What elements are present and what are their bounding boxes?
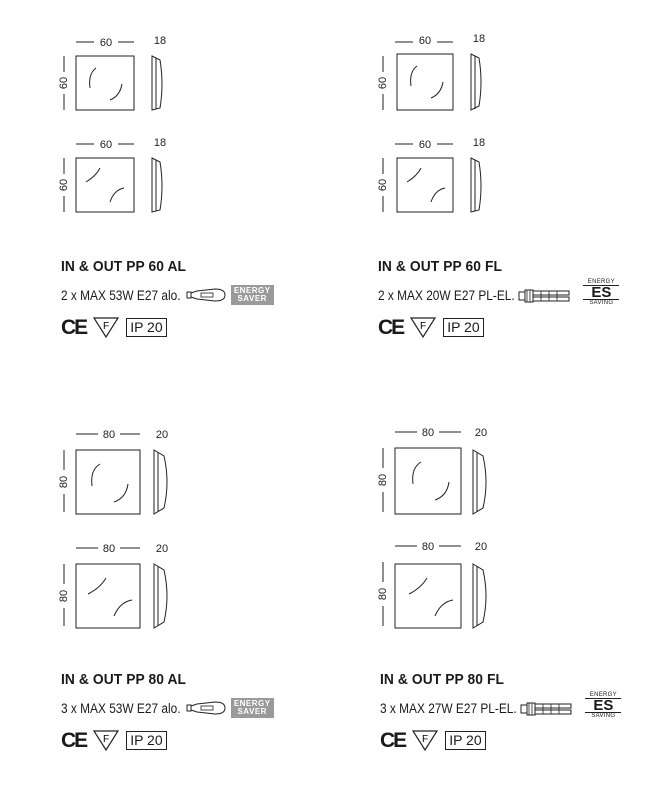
badge-line: ENERGY xyxy=(233,699,271,708)
width-label: 60 xyxy=(418,139,432,151)
product-title: IN & OUT PP 80 FL xyxy=(380,671,504,688)
halogen-bulb-icon xyxy=(185,698,227,718)
fluorescent-bulb-icon xyxy=(517,286,577,306)
f-mark-label: F xyxy=(103,734,110,745)
side-view xyxy=(154,429,168,514)
spec-row xyxy=(61,698,274,718)
front-view xyxy=(377,35,453,110)
product-pp60fl xyxy=(369,30,669,390)
spec-row xyxy=(378,279,619,306)
f-triangle-icon xyxy=(409,316,437,338)
badge-es-mark: ES xyxy=(585,698,621,713)
energy-saver-badge xyxy=(231,285,274,305)
side-view xyxy=(152,35,166,110)
lamp-spec: 2 x MAX 20W E27 PL-EL. xyxy=(378,288,515,303)
front-view xyxy=(58,543,140,628)
product-pp80fl xyxy=(371,422,671,782)
side-view xyxy=(471,33,485,110)
ip-rating: IP 20 xyxy=(445,731,485,750)
product-title: IN & OUT PP 80 AL xyxy=(61,671,187,688)
side-view xyxy=(154,543,168,628)
width-label: 80 xyxy=(421,427,435,439)
product-title: IN & OUT PP 60 AL xyxy=(61,258,187,275)
width-label: 80 xyxy=(421,541,435,553)
width-label: 60 xyxy=(99,139,113,151)
height-label: 80 xyxy=(377,473,389,487)
f-mark-label: F xyxy=(103,321,110,332)
fluorescent-bulb-icon xyxy=(519,699,579,719)
lamp-spec: 2 x MAX 53W E27 alo. xyxy=(61,287,181,303)
side-view xyxy=(471,137,485,212)
product-pp80al xyxy=(52,424,352,784)
technical-drawing xyxy=(52,424,272,644)
f-mark-label: F xyxy=(422,734,429,745)
front-view xyxy=(377,427,461,514)
front-view xyxy=(58,139,134,212)
height-label: 80 xyxy=(58,589,70,603)
certifications xyxy=(380,729,486,751)
badge-line: SAVING xyxy=(589,300,614,306)
product-pp60al xyxy=(52,30,352,390)
technical-drawing xyxy=(52,30,252,230)
ce-mark: CE xyxy=(61,728,87,752)
energy-saver-badge xyxy=(231,698,274,718)
depth-label: 18 xyxy=(472,33,486,45)
halogen-bulb-icon xyxy=(185,285,227,305)
width-label: 60 xyxy=(99,37,113,49)
height-label: 80 xyxy=(377,587,389,601)
width-label: 60 xyxy=(418,35,432,47)
front-view xyxy=(377,541,461,628)
width-label: 80 xyxy=(102,543,116,555)
front-view xyxy=(58,37,134,110)
certifications xyxy=(61,316,167,338)
depth-label: 20 xyxy=(155,543,169,555)
energy-saving-badge xyxy=(583,279,619,306)
product-title: IN & OUT PP 60 FL xyxy=(378,258,502,275)
depth-label: 18 xyxy=(153,137,167,149)
front-view xyxy=(377,139,453,212)
f-mark-label: F xyxy=(420,321,427,332)
depth-label: 20 xyxy=(155,429,169,441)
height-label: 60 xyxy=(58,178,70,192)
f-triangle-icon xyxy=(92,729,120,751)
f-triangle-icon xyxy=(92,316,120,338)
ip-rating: IP 20 xyxy=(443,318,483,337)
ip-rating: IP 20 xyxy=(126,731,166,750)
badge-line: SAVER xyxy=(237,707,267,716)
badge-es-mark: ES xyxy=(583,285,619,300)
badge-line: ENERGY xyxy=(587,279,615,285)
technical-drawing xyxy=(369,30,569,230)
ce-mark: CE xyxy=(380,728,406,752)
side-view xyxy=(473,541,487,628)
height-label: 60 xyxy=(377,178,389,192)
side-view xyxy=(473,427,487,514)
badge-line: ENERGY xyxy=(233,286,271,295)
lamp-spec: 3 x MAX 53W E27 alo. xyxy=(61,700,181,716)
technical-drawing xyxy=(371,422,591,642)
depth-label: 18 xyxy=(153,35,167,47)
depth-label: 18 xyxy=(472,137,486,149)
energy-saving-badge xyxy=(585,692,621,719)
depth-label: 20 xyxy=(474,541,488,553)
side-view xyxy=(152,137,166,212)
depth-label: 20 xyxy=(474,427,488,439)
badge-line: SAVER xyxy=(237,294,267,303)
spec-row xyxy=(380,692,621,719)
ip-rating: IP 20 xyxy=(126,318,166,337)
ce-mark: CE xyxy=(61,315,87,339)
front-view xyxy=(58,429,140,514)
certifications xyxy=(378,316,484,338)
height-label: 60 xyxy=(58,76,70,90)
certifications xyxy=(61,729,167,751)
badge-line: SAVING xyxy=(591,713,616,719)
ce-mark: CE xyxy=(378,315,404,339)
height-label: 60 xyxy=(377,76,389,90)
f-triangle-icon xyxy=(411,729,439,751)
badge-line: ENERGY xyxy=(589,692,617,698)
height-label: 80 xyxy=(58,475,70,489)
lamp-spec: 3 x MAX 27W E27 PL-EL. xyxy=(380,701,517,716)
spec-row xyxy=(61,285,274,305)
width-label: 80 xyxy=(102,429,116,441)
